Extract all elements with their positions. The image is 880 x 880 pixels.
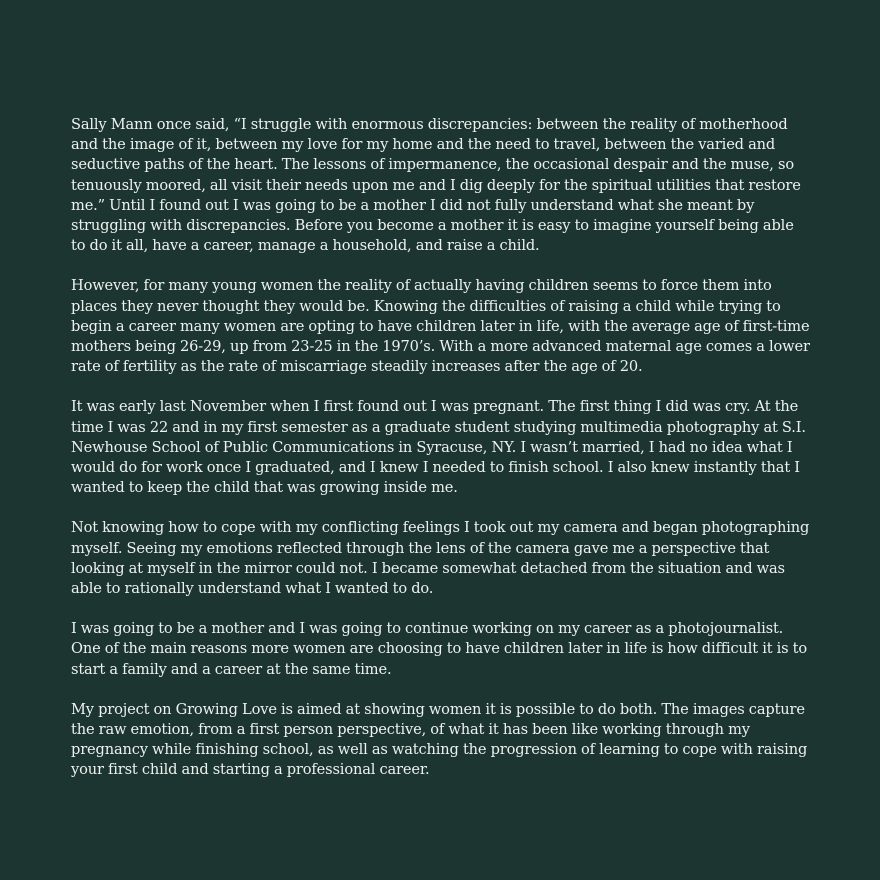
paragraph-1: Sally Mann once said, “I struggle with enormous discrepancies: between the reality of motherhood and the image of it, between my love for my home and the need to travel, between the varied and seductive paths of the heart. The lessons of impermanence, the occasional despair and the muse, so tenuously moored, all visit their needs upon me and I dig deeply for the spiritual utilities that restore me.” Until I found out I was going to be a mother I did not fully understand what she meant by struggling with discrepancies. Before you become a mother it is easy to imagine yourself being able to do it all, have a career, manage a household, and raise a child.: [71, 116, 801, 255]
paragraph-6: My project on Growing Love is aimed at showing women it is possible to do both. The images capture the raw emotion, from a first person perspective, of what it has been like working through my pregnancy while finishing school, as well as watching the progression of learning to cope with raising your first child and starting a professional career.: [71, 700, 808, 779]
paragraph-2: However, for many young women the reality of actually having children seems to force them into places they never thought they would be. Knowing the difficulties of raising a child while trying to begin a career many women are opting to have children later in life, with the average age of first-time mothers being 26-29, up from 23-25 in the 1970’s. With a more advanced maternal age comes a lower rate of fertility as the rate of miscarriage steadily increases after the age of 20.: [71, 277, 810, 376]
paragraph-3: It was early last November when I first found out I was pregnant. The first thing I did was cry. At the time I was 22 and in my first semester as a graduate student studying multimedia photography at S.I. Newhouse School of Public Communications in Syracuse, NY. I wasn’t married, I had no idea what I would do for work once I graduated, and I knew I needed to finish school. I also knew instantly that I wanted to keep the child that was growing inside me.: [71, 398, 806, 497]
paragraph-5: I was going to be a mother and I was going to continue working on my career as a photojournalist. One of the main reasons more women are choosing to have children later in life is how difficult it is to start a family and a career at the same time.: [71, 620, 808, 678]
paragraph-4: Not knowing how to cope with my conflicting feelings I took out my camera and began photographing myself. Seeing my emotions reflected through the lens of the camera gave me a perspective that looking at myself in the mirror could not. I became somewhat detached from the situation and was able to rationally understand what I wanted to do.: [71, 519, 810, 598]
article-body: [71, 115, 811, 781]
